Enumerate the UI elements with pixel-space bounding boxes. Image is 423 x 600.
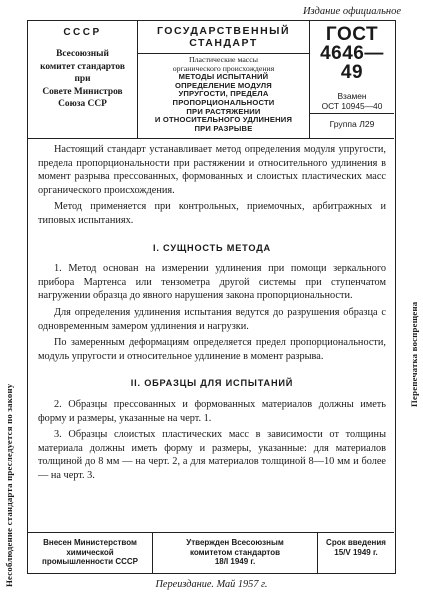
introduced-line: промышленности СССР <box>42 557 138 567</box>
right-margin-text: Перепечатка воспрещена <box>409 301 419 407</box>
section-heading: I. СУЩНОСТЬ МЕТОДА <box>153 242 271 253</box>
left-margin-note <box>2 185 16 600</box>
header-table <box>28 21 394 139</box>
issuer-organization <box>28 48 137 111</box>
standard-title-line: СТАНДАРТ <box>189 37 258 49</box>
subject-heading-line: ОПРЕДЕЛЕНИЕ МОДУЛЯ <box>175 80 272 90</box>
org-line: Совете Министров <box>42 86 123 97</box>
approved-line: комитетом стандартов <box>189 547 281 557</box>
intro-paragraph: Метод применяется при контрольных, приемочных, арбитражных и типовых испытаниях. <box>38 201 386 226</box>
reissue-note: Переиздание. Май 1957 г. <box>155 579 268 590</box>
org-line: Союза ССР <box>58 99 107 109</box>
section-paragraph: По замеренным деформациям определяется предел пропорциональности, модуль упругости и относительное удлинение в момент разрыва. <box>38 337 386 362</box>
gost-code <box>310 21 394 82</box>
replaces-label: Взамен <box>337 91 367 101</box>
section-paragraph: 1. Метод основан на измерении удлинения при помощи зеркального прибора Мартенса или тензометра другой системы при ступенчатом нагружении образца до явного нарушения закона пропорциональности. <box>38 263 386 302</box>
approved-line: Утвержден Всесоюзным <box>186 538 284 547</box>
gost-label: ГОСТ <box>325 24 379 45</box>
subject-heading-line: УПРУГОСТИ, ПРЕДЕЛА <box>178 89 269 99</box>
group-code: Группа Л29 <box>329 119 375 129</box>
subject-heading-line: ПРИ РАСТЯЖЕНИИ <box>186 106 261 116</box>
ussr-label: СССР <box>63 27 102 38</box>
footer-table <box>28 532 394 573</box>
header-title-cell <box>138 21 310 138</box>
org-line: при <box>74 74 91 84</box>
gost-number: 4646—49 <box>320 43 384 83</box>
section-paragraph: 2. Образцы прессованных и формованных материалов должны иметь форму и размеры, указанные на черт. 1. <box>38 398 386 424</box>
replaces-info <box>310 91 394 111</box>
standard-title <box>138 21 309 54</box>
section-paragraph: Для определения удлинения испытания ведутся до разрушения образца с одновременным замером удлинения и нагрузки. <box>38 306 386 332</box>
effective-date-cell <box>318 533 394 574</box>
introduced-line: химической <box>66 547 114 557</box>
term-line: Срок введения <box>326 538 386 547</box>
document-frame <box>27 20 396 574</box>
intro-paragraph: Настоящий стандарт устанавливает метод определения модуля упругости, предела пропорциональности при растяжении и относительного удлинения в момент разрыва прессованных, формованных и слоистых пластических масс органического происхождения. <box>38 144 386 196</box>
standard-title-line: ГОСУДАРСТВЕННЫЙ <box>156 25 291 37</box>
subject-heading-line: МЕТОДЫ ИСПЫТАНИЙ <box>178 72 269 82</box>
introduced-by-cell <box>28 533 153 574</box>
header-issuer-cell <box>28 21 138 138</box>
section-paragraph: 3. Образцы слоистых пластических масс в зависимости от толщины материала должны иметь форму и размеры, указанные: для материалов толщиной до 8 мм — на черт. 2, а для материалов толщиной 8—10 мм и более — на черт. 3. <box>38 429 386 481</box>
subject-line: органического происхождения <box>172 63 275 73</box>
term-line: 15/V 1949 г. <box>334 547 378 557</box>
org-line: Всесоюзный <box>56 49 109 59</box>
approved-by-cell <box>153 533 318 574</box>
standard-subject <box>138 54 309 133</box>
edition-note: Издание официальное <box>302 6 401 17</box>
approved-line: 18/I 1949 г. <box>214 557 256 567</box>
introduced-line: Внесен Министерством <box>43 538 137 547</box>
subject-heading-line: ПРИ РАЗРЫВЕ <box>194 123 253 133</box>
org-line: комитет стандартов <box>40 61 125 72</box>
right-margin-note <box>407 225 421 425</box>
subject-heading-line: И ОТНОСИТЕЛЬНОГО УДЛИНЕНИЯ <box>154 115 293 125</box>
section-heading: II. ОБРАЗЦЫ ДЛЯ ИСПЫТАНИЙ <box>130 378 294 389</box>
subject-heading-line: ПРОПОРЦИОНАЛЬНОСТИ <box>172 97 275 107</box>
document-body <box>28 143 394 485</box>
replaces-value: ОСТ 10945—40 <box>321 101 383 111</box>
group-divider <box>310 113 394 114</box>
left-margin-text: Несоблюдение стандарта преследуется по закону <box>4 383 14 587</box>
header-code-cell <box>310 21 394 138</box>
subject-line: Пластические массы <box>189 55 258 64</box>
